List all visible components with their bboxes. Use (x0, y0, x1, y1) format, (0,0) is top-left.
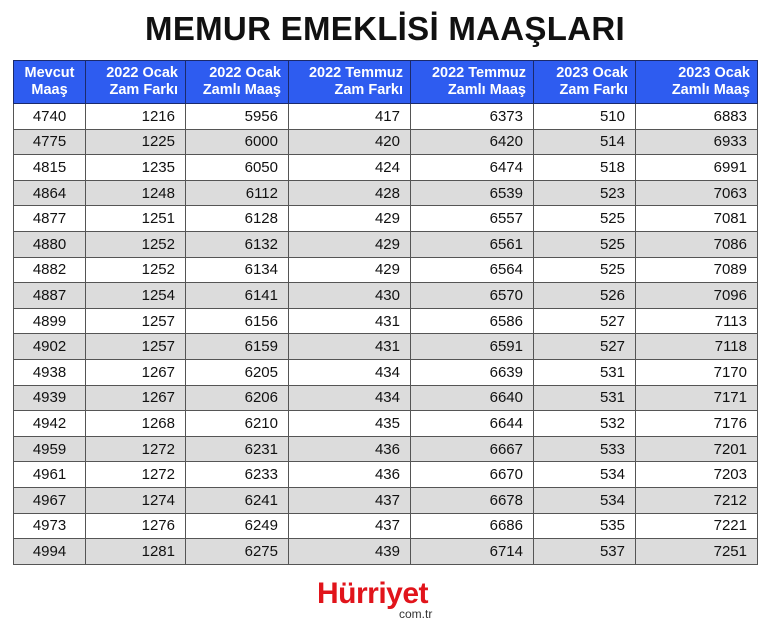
table-cell: 6050 (186, 155, 289, 181)
table-cell: 6639 (411, 359, 534, 385)
table-cell: 6933 (636, 129, 758, 155)
table-cell: 4939 (14, 385, 86, 411)
table-row (14, 206, 758, 232)
table-cell: 1281 (86, 539, 186, 565)
table-cell: 7221 (636, 513, 758, 539)
table-cell: 6678 (411, 487, 534, 513)
column-header-line: Zamlı Maaş (671, 82, 750, 98)
table-row (14, 487, 758, 513)
table-row (14, 513, 758, 539)
table-cell: 4994 (14, 539, 86, 565)
table-cell: 527 (534, 334, 636, 360)
table-cell: 525 (534, 206, 636, 232)
table-cell: 7203 (636, 462, 758, 488)
table-cell: 4775 (14, 129, 86, 155)
table-cell: 4887 (14, 283, 86, 309)
column-header-line: 2023 Ocak (556, 65, 628, 81)
column-header-line: 2022 Ocak (209, 65, 281, 81)
table-cell: 6233 (186, 462, 289, 488)
table-cell: 6159 (186, 334, 289, 360)
table-cell: 534 (534, 462, 636, 488)
table-cell: 4938 (14, 359, 86, 385)
table-cell: 6474 (411, 155, 534, 181)
table-cell: 1251 (86, 206, 186, 232)
table-cell: 1274 (86, 487, 186, 513)
table-cell: 4864 (14, 180, 86, 206)
table-cell: 6883 (636, 104, 758, 130)
table-cell: 1272 (86, 436, 186, 462)
table-cell: 429 (289, 257, 411, 283)
table-cell: 1257 (86, 334, 186, 360)
column-header-line: Zam Farkı (559, 82, 628, 98)
table-cell: 431 (289, 308, 411, 334)
table-cell: 525 (534, 257, 636, 283)
table-cell: 1252 (86, 257, 186, 283)
logo-wordmark: Hürriyet (317, 577, 429, 610)
table-cell: 535 (534, 513, 636, 539)
table-cell: 437 (289, 513, 411, 539)
table-cell: 4899 (14, 308, 86, 334)
table-cell: 1216 (86, 104, 186, 130)
table-cell: 436 (289, 462, 411, 488)
table-cell: 6134 (186, 257, 289, 283)
table-cell: 7086 (636, 231, 758, 257)
table-cell: 6000 (186, 129, 289, 155)
table-row (14, 180, 758, 206)
column-header (86, 61, 186, 104)
table-cell: 434 (289, 385, 411, 411)
table-row (14, 129, 758, 155)
column-header (289, 61, 411, 104)
table-cell: 523 (534, 180, 636, 206)
table-cell: 434 (289, 359, 411, 385)
table-cell: 7201 (636, 436, 758, 462)
table-cell: 6205 (186, 359, 289, 385)
table-body (14, 104, 758, 565)
table-cell: 533 (534, 436, 636, 462)
table-row (14, 539, 758, 565)
table-cell: 537 (534, 539, 636, 565)
table-row (14, 411, 758, 437)
table-cell: 7063 (636, 180, 758, 206)
column-header (534, 61, 636, 104)
table-cell: 6539 (411, 180, 534, 206)
table-cell: 7170 (636, 359, 758, 385)
table-cell: 1252 (86, 231, 186, 257)
column-header-line: Zam Farkı (334, 82, 403, 98)
table-cell: 4959 (14, 436, 86, 462)
table-cell: 531 (534, 359, 636, 385)
column-header (14, 61, 86, 104)
column-header-line: Zamlı Maaş (202, 82, 281, 98)
table-cell: 6132 (186, 231, 289, 257)
table-cell: 6128 (186, 206, 289, 232)
table-cell: 429 (289, 231, 411, 257)
table-cell: 6206 (186, 385, 289, 411)
logo-domain-suffix: com.tr (399, 607, 433, 621)
column-header-line: Zam Farkı (109, 82, 178, 98)
table-cell: 518 (534, 155, 636, 181)
table-cell: 7212 (636, 487, 758, 513)
column-header-line: 2023 Ocak (678, 65, 750, 81)
table-cell: 6420 (411, 129, 534, 155)
table-cell: 6586 (411, 308, 534, 334)
table-cell: 4815 (14, 155, 86, 181)
table-cell: 439 (289, 539, 411, 565)
column-header-line: Maaş (31, 82, 68, 98)
page-title: MEMUR EMEKLİSİ MAAŞLARI (145, 10, 625, 47)
table-cell: 1268 (86, 411, 186, 437)
table-row (14, 334, 758, 360)
salary-table (13, 60, 758, 565)
table-cell: 525 (534, 231, 636, 257)
table-cell: 6241 (186, 487, 289, 513)
table-cell: 7251 (636, 539, 758, 565)
table-cell: 4740 (14, 104, 86, 130)
table-cell: 417 (289, 104, 411, 130)
table-row (14, 257, 758, 283)
table-cell: 6640 (411, 385, 534, 411)
table-cell: 7089 (636, 257, 758, 283)
column-header-line: Mevcut (24, 65, 75, 81)
table-cell: 532 (534, 411, 636, 437)
table-cell: 510 (534, 104, 636, 130)
table-cell: 1267 (86, 385, 186, 411)
table-cell: 1225 (86, 129, 186, 155)
table-cell: 1272 (86, 462, 186, 488)
table-cell: 1235 (86, 155, 186, 181)
table-cell: 7081 (636, 206, 758, 232)
table-cell: 527 (534, 308, 636, 334)
table-row (14, 385, 758, 411)
table-cell: 1248 (86, 180, 186, 206)
table-cell: 4902 (14, 334, 86, 360)
table-cell: 4877 (14, 206, 86, 232)
hurriyet-logo (317, 577, 457, 621)
table-cell: 435 (289, 411, 411, 437)
column-header-line: Zamlı Maaş (447, 82, 526, 98)
table-cell: 6141 (186, 283, 289, 309)
table-header-row (14, 61, 758, 104)
table-cell: 4967 (14, 487, 86, 513)
table-row (14, 462, 758, 488)
table-cell: 6570 (411, 283, 534, 309)
table-cell: 6714 (411, 539, 534, 565)
table-cell: 6557 (411, 206, 534, 232)
column-header-line: 2022 Temmuz (431, 65, 526, 81)
table-cell: 428 (289, 180, 411, 206)
table-cell: 534 (534, 487, 636, 513)
table-cell: 431 (289, 334, 411, 360)
table-cell: 420 (289, 129, 411, 155)
table-cell: 4942 (14, 411, 86, 437)
table-cell: 4882 (14, 257, 86, 283)
table-cell: 430 (289, 283, 411, 309)
table-row (14, 283, 758, 309)
table-row (14, 359, 758, 385)
table-cell: 6561 (411, 231, 534, 257)
column-header-line: 2022 Ocak (106, 65, 178, 81)
table-cell: 7171 (636, 385, 758, 411)
table-cell: 6275 (186, 539, 289, 565)
table-cell: 424 (289, 155, 411, 181)
table-cell: 6591 (411, 334, 534, 360)
table-cell: 6670 (411, 462, 534, 488)
table-row (14, 308, 758, 334)
table-cell: 6991 (636, 155, 758, 181)
table-cell: 1276 (86, 513, 186, 539)
table-cell: 1257 (86, 308, 186, 334)
table-cell: 6667 (411, 436, 534, 462)
table-cell: 436 (289, 436, 411, 462)
table-cell: 7118 (636, 334, 758, 360)
table-cell: 4961 (14, 462, 86, 488)
table-cell: 6231 (186, 436, 289, 462)
table-cell: 6644 (411, 411, 534, 437)
column-header (186, 61, 289, 104)
table-row (14, 436, 758, 462)
table-cell: 437 (289, 487, 411, 513)
table-cell: 1267 (86, 359, 186, 385)
table-cell: 5956 (186, 104, 289, 130)
table-row (14, 104, 758, 130)
table-cell: 6112 (186, 180, 289, 206)
table-row (14, 231, 758, 257)
table-row (14, 155, 758, 181)
table-cell: 429 (289, 206, 411, 232)
table-cell: 7176 (636, 411, 758, 437)
table-cell: 6686 (411, 513, 534, 539)
column-header (411, 61, 534, 104)
table-cell: 531 (534, 385, 636, 411)
table-cell: 7096 (636, 283, 758, 309)
table-cell: 6373 (411, 104, 534, 130)
table-cell: 7113 (636, 308, 758, 334)
column-header (636, 61, 758, 104)
table-cell: 4973 (14, 513, 86, 539)
table-cell: 514 (534, 129, 636, 155)
table-cell: 6210 (186, 411, 289, 437)
table-cell: 6249 (186, 513, 289, 539)
table-cell: 6156 (186, 308, 289, 334)
table-cell: 526 (534, 283, 636, 309)
table-cell: 1254 (86, 283, 186, 309)
table-cell: 6564 (411, 257, 534, 283)
table-cell: 4880 (14, 231, 86, 257)
column-header-line: 2022 Temmuz (308, 65, 403, 81)
